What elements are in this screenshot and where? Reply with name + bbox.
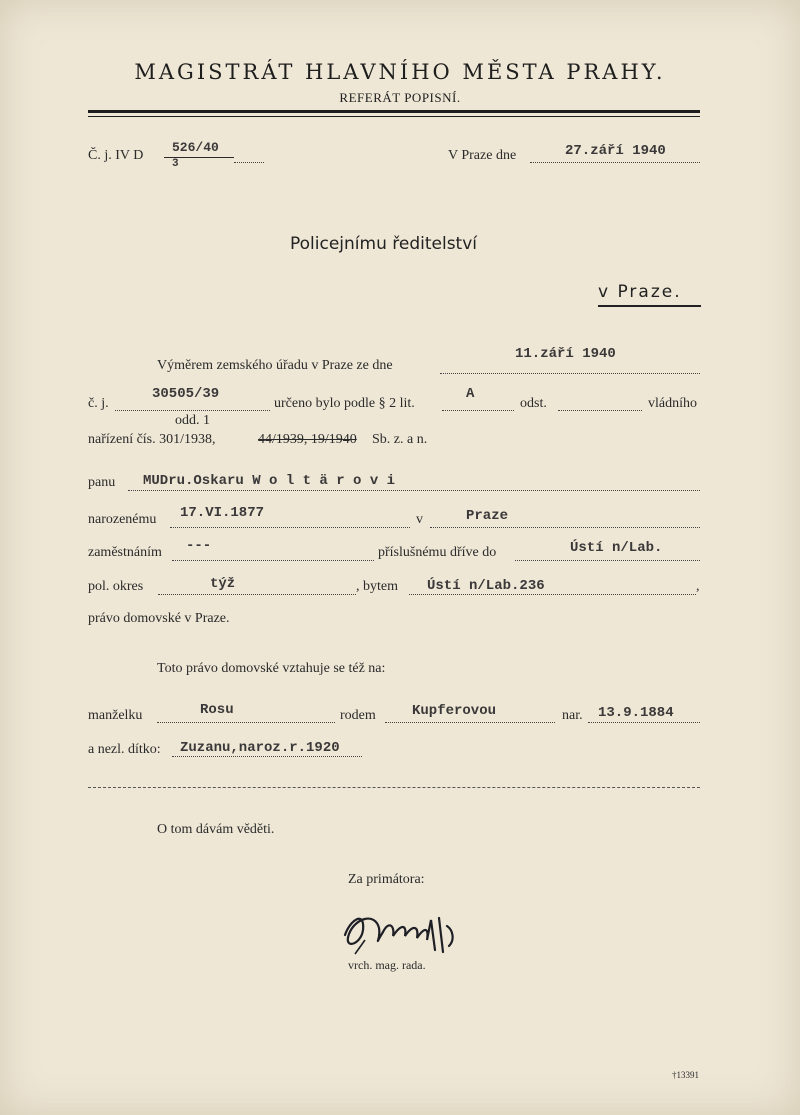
occupation-value: ---	[186, 538, 212, 554]
maiden-name: Kupferovou	[412, 703, 497, 719]
wife-born: 13.9.1884	[598, 705, 674, 721]
cj-label: č. j.	[88, 396, 109, 411]
sb-text: Sb. z. a n.	[372, 432, 428, 447]
determined-label: určeno bylo podle § 2 lit.	[274, 396, 415, 411]
born-date: 17.VI.1877	[180, 505, 265, 521]
signer-title: vrch. mag. rada.	[348, 958, 426, 972]
reference-label: Č. j. IV D	[88, 148, 144, 163]
district-label: pol. okres	[88, 579, 144, 594]
born-label: narozenému	[88, 512, 157, 527]
header-rule-thin	[88, 116, 700, 117]
closing-notice: O tom dávám věděti.	[157, 822, 275, 837]
extension-intro: Toto právo domovské vztahuje se též na:	[157, 661, 386, 676]
section-rule	[88, 787, 700, 788]
residence-label: , bytem	[356, 579, 398, 594]
district-value: týž	[210, 576, 236, 592]
department-subtitle: REFERÁT POPISNÍ.	[339, 90, 461, 105]
decree-date: 11.září 1940	[515, 346, 616, 362]
odst-label: odst.	[520, 396, 547, 411]
domicile-right: právo domovské v Praze.	[88, 611, 230, 626]
wife-name: Rosu	[200, 702, 234, 718]
children-label: a nezl. dítko:	[88, 742, 161, 757]
wife-label: manželku	[88, 708, 143, 723]
born-in-label: v	[416, 512, 423, 527]
office-title: MAGISTRÁT HLAVNÍHO MĚSTA PRAHY.	[134, 60, 666, 84]
formerly-value: Ústí n/Lab.	[570, 540, 663, 556]
residence-value: Ústí n/Lab.236	[427, 578, 545, 594]
panu-label: panu	[88, 475, 116, 490]
maiden-label: rodem	[340, 708, 376, 723]
vladniho: vládního	[648, 396, 697, 411]
lit-value: A	[466, 386, 475, 402]
date-value: 27.září 1940	[565, 143, 666, 159]
person-name: MUDru.Oskaru W o l t ä r o v i	[143, 473, 396, 489]
wife-born-label: nar.	[562, 708, 583, 723]
children-value: Zuzanu,naroz.r.1920	[180, 740, 340, 756]
formerly-label: příslušnému dříve do	[378, 545, 497, 560]
date-label: V Praze dne	[448, 148, 517, 163]
addressee-rule	[598, 305, 701, 307]
for-mayor: Za primátora:	[348, 872, 425, 887]
odd-value: odd. 1	[175, 413, 210, 428]
occupation-label: zaměstnáním	[88, 545, 162, 560]
decree-intro: Výměrem zemského úřadu v Praze ze dne	[157, 358, 393, 373]
born-place: Praze	[466, 508, 509, 524]
print-number: †13391	[672, 1070, 699, 1080]
addressee-line-2: v Praze.	[598, 282, 682, 302]
reference-sub: 3	[172, 158, 179, 170]
addressee-line-1: Policejnímu ředitelství	[290, 234, 477, 254]
reference-number: 526/40	[172, 140, 219, 155]
narizeni-text: nařízení čís. 301/1938,	[88, 432, 216, 447]
cj-value: 30505/39	[152, 386, 220, 402]
struck-laws: 44/1939, 19/1940	[258, 432, 357, 447]
header-rule-thick	[88, 110, 700, 113]
residence-comma: ,	[696, 579, 700, 594]
